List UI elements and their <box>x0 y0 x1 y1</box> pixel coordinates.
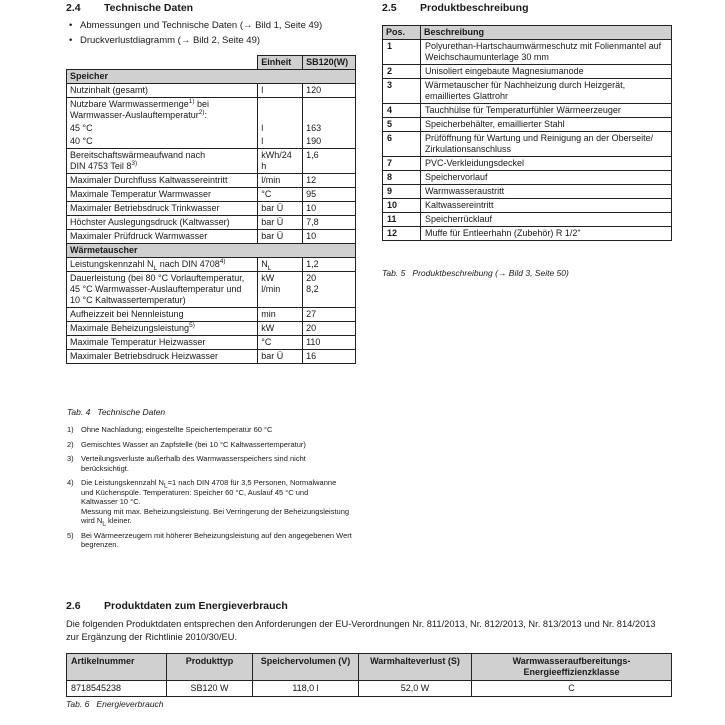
header-line: Warmwasseraufbereitungs- <box>512 656 631 666</box>
header-line: Energieeffizienzklasse <box>523 667 620 677</box>
table-row <box>383 157 672 171</box>
value-text: 8,2 <box>306 284 319 294</box>
pos-description <box>421 40 672 65</box>
row-label: 40 °C <box>67 135 258 149</box>
row-label <box>67 149 258 174</box>
caption-number: Tab. 6 <box>66 699 90 709</box>
label-text: Leistungskennzahl N <box>70 259 154 269</box>
footnote-text <box>81 454 361 473</box>
section-title: Produktdaten zum Energieverbrauch <box>104 600 288 612</box>
row-unit: kWh/24 h <box>258 149 303 174</box>
footnote-text: Ohne Nachladung; eingestellte Speichertemperatur 60 °C <box>81 425 273 434</box>
label-text: Maximale Beheizungsleistung <box>70 323 190 333</box>
subscript: L <box>267 264 272 272</box>
pos-number: 9 <box>383 185 421 199</box>
intro-line: Die folgenden Produktdaten entsprechen den Anforderungen der EU-Verordnungen Nr. 811/2013, Nr. 812/2013, Nr. 813/2013 und Nr. 814/2013 <box>66 619 656 629</box>
pos-description <box>421 79 672 104</box>
row-label <box>67 272 258 308</box>
section-2-6-intro <box>66 618 716 644</box>
pos-description <box>421 118 672 132</box>
header-value: SB120(W) <box>303 56 356 70</box>
row-unit: bar Ü <box>258 216 303 230</box>
subscript: L <box>153 264 158 272</box>
bullet-item: • Abmessungen und Technische Daten (→ Bild 1, Seite 49) <box>67 19 367 34</box>
table-row <box>67 336 356 350</box>
row-unit: l <box>258 135 303 149</box>
row-unit: l <box>258 122 303 135</box>
footnote-number: 1) <box>67 425 74 434</box>
row-value: 12 <box>303 174 356 188</box>
pos-description <box>421 65 672 79</box>
subscript: L <box>102 520 106 528</box>
pos-number: 6 <box>383 132 421 157</box>
row-value: 7,8 <box>303 216 356 230</box>
label-text: Bereitschaftswärmeaufwand nach <box>70 150 206 160</box>
row-label <box>67 258 258 272</box>
row-label <box>67 98 258 123</box>
row-label: 45 °C <box>67 122 258 135</box>
caption-text: Produktbeschreibung (→ Bild 3, Seite 50) <box>412 268 569 278</box>
description-line: Speichervorlauf <box>425 172 488 182</box>
row-value: 120 <box>303 84 356 98</box>
row-unit: bar Ü <box>258 350 303 364</box>
description-line: emailliertes Glattrohr <box>425 91 509 101</box>
cell-speichervolumen: 118,0 l <box>253 681 359 697</box>
table-row <box>383 199 672 213</box>
footnote-line: begrenzen. <box>81 540 119 549</box>
caption-number: Tab. 5 <box>382 268 406 278</box>
section-2-4-heading <box>66 2 193 14</box>
row-value: 10 <box>303 230 356 244</box>
row-unit <box>258 272 303 308</box>
footnote-ref: 2) <box>198 109 205 116</box>
header-pos: Pos. <box>383 26 421 40</box>
section-number: 2.5 <box>382 2 397 14</box>
caption-text: Technische Daten <box>97 407 166 417</box>
pos-description <box>421 199 672 213</box>
header-artikelnummer: Artikelnummer <box>67 654 167 681</box>
footnote-line: berücksichtigt. <box>81 463 129 473</box>
footnote-number: 5) <box>67 530 74 540</box>
row-label: Maximale Temperatur Warmwasser <box>67 188 258 202</box>
caption-text: Energieverbrauch <box>96 699 164 709</box>
footnote-line: Bei Wärmeerzeugern mit höherer Beheizungsleistung auf den angegebenen Wert <box>81 530 352 540</box>
unit-text: l/min <box>261 284 281 294</box>
label-text: 10 °C Kaltwassertemperatur) <box>70 295 186 305</box>
row-unit: l <box>258 84 303 98</box>
description-line: Warmwasseraustritt <box>425 186 505 196</box>
pos-description <box>421 157 672 171</box>
pos-number: 10 <box>383 199 421 213</box>
cell-produkttyp: SB120 W <box>167 681 253 697</box>
header-warmhalteverlust: Warmhalteverlust (S) <box>359 654 472 681</box>
group-heading-speicher: Speicher <box>67 70 356 84</box>
table-row <box>67 681 672 697</box>
footnote-line: Messung mit max. Beheizungsleistung. Bei Verringerung der Beheizungsleistung <box>81 506 350 516</box>
table-4-caption <box>67 407 165 417</box>
description-line: Prüföffnung für Wartung und Reinigung an der Oberseite/ <box>425 133 654 143</box>
table-6-caption <box>66 699 164 709</box>
label-text: : <box>204 110 207 120</box>
cell-artikelnummer: 8718545238 <box>67 681 167 697</box>
description-line: Kaltwassereintritt <box>425 200 494 210</box>
table-row <box>67 174 356 188</box>
section-2-6-heading <box>66 600 288 612</box>
product-description-table <box>382 25 672 241</box>
row-unit: min <box>258 308 303 322</box>
table-row <box>67 350 356 364</box>
row-label: Maximaler Durchfluss Kaltwassereintritt <box>67 174 258 188</box>
unit-text: N <box>261 259 268 269</box>
table-row <box>383 185 672 199</box>
row-label <box>67 322 258 336</box>
table-row <box>67 322 356 336</box>
caption-number: Tab. 4 <box>67 407 91 417</box>
header-speichervolumen: Speichervolumen (V) <box>253 654 359 681</box>
description-line: Speicherbehälter, emaillierter Stahl <box>425 119 565 129</box>
table-row <box>383 171 672 185</box>
footnote-line: kleiner. <box>105 516 132 525</box>
row-value: 190 <box>303 135 356 149</box>
footnotes <box>67 425 367 550</box>
label-text: bei <box>194 99 210 109</box>
table-row <box>383 79 672 104</box>
footnote-ref: 1) <box>188 98 195 105</box>
footnote <box>67 454 367 473</box>
footnote <box>67 425 367 435</box>
row-unit: °C <box>258 188 303 202</box>
pos-number: 11 <box>383 213 421 227</box>
footnote-line: und Küchenspüle. Temperaturen: Speicher 60 °C, Auslauf 45 °C und <box>81 487 309 497</box>
label-text: Nutzbare Warmwassermenge <box>70 99 189 109</box>
label-text: nach DIN 4708 <box>157 259 220 269</box>
table-5-caption <box>382 268 569 278</box>
table-row <box>67 188 356 202</box>
footnote-text <box>81 478 361 526</box>
pos-number: 5 <box>383 118 421 132</box>
label-text: Warmwasser-Auslauftemperatur <box>70 110 199 120</box>
section-number: 2.4 <box>66 2 81 14</box>
table-row <box>67 149 356 174</box>
row-label: Maximaler Betriebsdruck Heizwasser <box>67 350 258 364</box>
row-label: Höchster Auslegungsdruck (Kaltwasser) <box>67 216 258 230</box>
pos-description <box>421 132 672 157</box>
bullet-list <box>67 19 367 48</box>
pos-description <box>421 171 672 185</box>
table-row <box>67 308 356 322</box>
row-unit: l/min <box>258 174 303 188</box>
footnote-ref: 4) <box>219 258 226 265</box>
unit-text: kW <box>261 273 275 283</box>
row-value: 27 <box>303 308 356 322</box>
section-2-5-heading <box>382 2 529 14</box>
cell-energieeffizienzklasse: C <box>472 681 672 697</box>
row-unit <box>258 258 303 272</box>
table-row <box>67 230 356 244</box>
pos-number: 8 <box>383 171 421 185</box>
row-label: Nutzinhalt (gesamt) <box>67 84 258 98</box>
footnote-text <box>81 531 361 550</box>
pos-description <box>421 185 672 199</box>
footnote-line: Kaltwasser 10 °C. <box>81 497 141 506</box>
pos-number: 3 <box>383 79 421 104</box>
pos-number: 12 <box>383 227 421 241</box>
description-line: Zirkulationsanschluss <box>425 144 512 154</box>
row-value: 1,2 <box>303 258 356 272</box>
intro-line: zur Ergänzung der Richtlinie 2010/30/EU. <box>66 632 238 642</box>
header-produkttyp: Produkttyp <box>167 654 253 681</box>
row-label: Maximale Temperatur Heizwasser <box>67 336 258 350</box>
description-line: Polyurethan-Hartschaumwärmeschutz mit Folienmantel auf <box>425 41 662 51</box>
footnote-line: Verteilungsverluste außerhalb des Warmwasserspeichers sind nicht <box>81 454 306 463</box>
footnote-text: Gemischtes Wasser an Zapfstelle (bei 10 °C Kaltwassertemperatur) <box>81 439 306 449</box>
footnote-line: =1 nach DIN 4708 für 3,5 Personen, Normalwanne <box>167 478 337 487</box>
description-line: Tauchhülse für Temperaturfühler Wärmeerzeuger <box>425 105 621 115</box>
header-description: Beschreibung <box>421 26 672 40</box>
table-row <box>67 98 356 123</box>
pos-number: 7 <box>383 157 421 171</box>
pos-description <box>421 227 672 241</box>
row-value: 163 <box>303 122 356 135</box>
label-text: 45 °C Warmwasser-Auslauftemperatur und <box>70 284 242 294</box>
subscript: L <box>163 482 168 490</box>
cell-warmhalteverlust: 52,0 W <box>359 681 472 697</box>
table-row <box>67 122 356 135</box>
row-unit: °C <box>258 336 303 350</box>
row-label: Aufheizzeit bei Nennleistung <box>67 308 258 322</box>
pos-number: 4 <box>383 104 421 118</box>
row-value: 110 <box>303 336 356 350</box>
row-unit: kW <box>258 322 303 336</box>
table-row <box>67 84 356 98</box>
row-value <box>303 272 356 308</box>
bullet-item: • Druckverlustdiagramm (→ Bild 2, Seite 49) <box>67 34 367 49</box>
row-value: 20 <box>303 322 356 336</box>
row-unit: bar Ü <box>258 202 303 216</box>
table-row <box>383 227 672 241</box>
group-heading-waermetauscher: Wärmetauscher <box>67 244 356 258</box>
footnote-number: 2) <box>67 439 74 449</box>
row-label: Maximaler Prüfdruck Warmwasser <box>67 230 258 244</box>
section-title: Produktbeschreibung <box>420 2 529 14</box>
table-row <box>383 65 672 79</box>
table-row <box>383 104 672 118</box>
table-row <box>67 272 356 308</box>
table-row <box>383 213 672 227</box>
section-number: 2.6 <box>66 600 81 612</box>
pos-number: 2 <box>383 65 421 79</box>
footnote <box>67 531 367 550</box>
footnote-number: 4) <box>67 478 74 487</box>
footnote <box>67 478 367 526</box>
pos-description <box>421 213 672 227</box>
description-line: Wärmetauscher für Nachheizung durch Heizgerät, <box>425 80 626 90</box>
table-row <box>67 202 356 216</box>
table-row <box>383 118 672 132</box>
row-value: 10 <box>303 202 356 216</box>
pos-description <box>421 104 672 118</box>
technical-data-table <box>66 55 356 364</box>
description-line: Unisoliert eingebaute Magnesiumanode <box>425 66 584 76</box>
footnote-line: Die Leistungskennzahl N <box>81 478 164 487</box>
row-unit: bar Ü <box>258 230 303 244</box>
table-row <box>67 135 356 149</box>
description-line: Speicherrücklauf <box>425 214 493 224</box>
footnote-number: 3) <box>67 454 74 463</box>
row-value: 16 <box>303 350 356 364</box>
row-label: Maximaler Betriebsdruck Trinkwasser <box>67 202 258 216</box>
table-row <box>383 132 672 157</box>
header-unit: Einheit <box>258 56 303 70</box>
header-energieeffizienzklasse <box>472 654 672 681</box>
table-row <box>67 258 356 272</box>
row-value: 1,6 <box>303 149 356 174</box>
footnote <box>67 440 367 450</box>
footnote-ref: 5) <box>189 322 195 329</box>
description-line: PVC-Verkleidungsdeckel <box>425 158 525 168</box>
energy-table <box>66 653 672 697</box>
value-text: 20 <box>306 273 317 283</box>
section-title: Technische Daten <box>104 2 194 14</box>
pos-number: 1 <box>383 40 421 65</box>
description-line: Weichschaumunterlage 30 mm <box>425 52 549 62</box>
row-value: 95 <box>303 188 356 202</box>
footnote-ref: 3) <box>131 160 138 167</box>
label-text: DIN 4753 Teil 8 <box>70 161 132 171</box>
footnote-line: wird N <box>81 516 103 525</box>
table-row <box>383 40 672 65</box>
label-text: Dauerleistung (bei 80 °C Vorlauftemperatur, <box>70 273 245 283</box>
table-row <box>67 216 356 230</box>
description-line: Muffe für Entleerhahn (Zubehör) R 1/2" <box>425 228 581 238</box>
